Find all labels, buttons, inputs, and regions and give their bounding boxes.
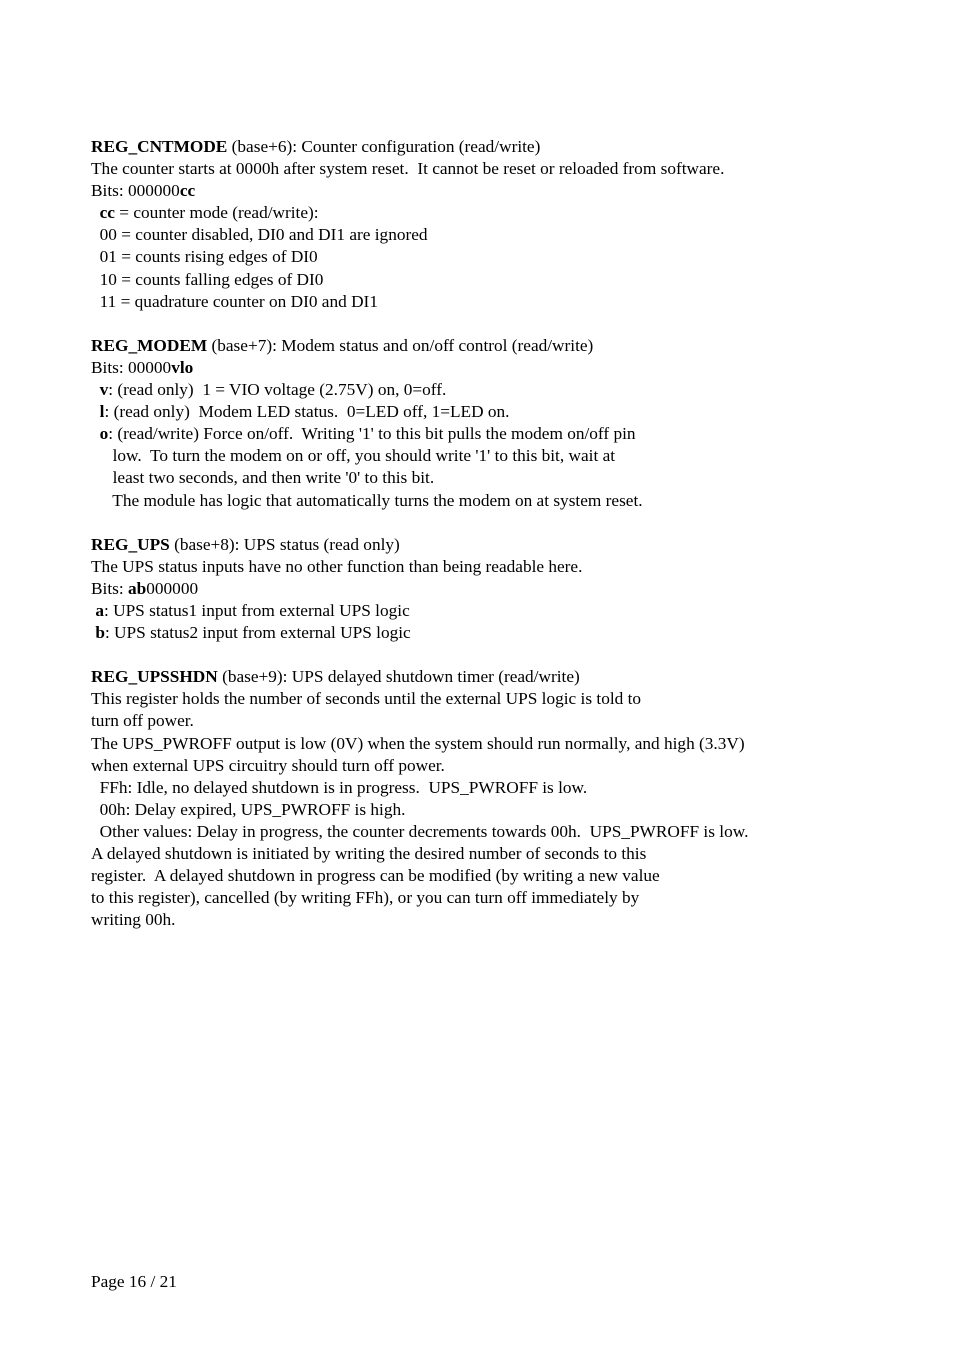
bits-line: Bits: ab000000	[91, 578, 199, 598]
bits-bold: cc	[179, 181, 196, 201]
field-name: b	[91, 623, 105, 643]
section-heading-upsshdn	[91, 666, 871, 688]
paragraph-line: This register holds the number of seconds until the external UPS logic is told to	[91, 689, 642, 709]
register-name: REG_UPSSHDN	[91, 667, 218, 687]
section-heading-cntmode	[91, 136, 871, 158]
field-description: : (read/write) Force on/off. Writing '1' to this bit pulls the modem on/off pin	[108, 424, 636, 444]
value-line: 11 = quadrature counter on DI0 and DI1	[91, 291, 378, 311]
bits-bold: vlo	[171, 357, 194, 377]
bits-bold: ab	[127, 578, 147, 598]
register-description: (base+9): UPS delayed shutdown timer (read/write)	[217, 667, 580, 687]
bits-line: Bits: 000000cc	[91, 181, 196, 201]
field-line	[91, 622, 871, 644]
field-description: = counter mode (read/write):	[114, 203, 319, 223]
paragraph-line: register. A delayed shutdown in progress can be modified (by writing a new value	[91, 866, 660, 886]
field-name: cc	[91, 203, 115, 223]
paragraph-line: writing 00h.	[91, 910, 176, 930]
page-number: Page 16 / 21	[91, 1272, 177, 1291]
field-line	[91, 401, 871, 423]
section-heading-ups	[91, 534, 871, 556]
bits-line: Bits: 00000vlo	[91, 357, 194, 377]
continuation-line: low. To turn the modem on or off, you should write '1' to this bit, wait at	[91, 446, 616, 466]
section-heading-modem	[91, 335, 871, 357]
paragraph-line: The UPS_PWROFF output is low (0V) when the system should run normally, and high (3.3V)	[91, 733, 745, 753]
field-description: : UPS status2 input from external UPS logic	[104, 623, 411, 643]
paragraph-gap	[91, 644, 871, 666]
field-description: : UPS status1 input from external UPS logic	[103, 600, 410, 620]
paragraph-line: turn off power.	[91, 711, 194, 731]
paragraph-line: FFh: Idle, no delayed shutdown is in progress. UPS_PWROFF is low.	[91, 777, 588, 797]
value-line: 00 = counter disabled, DI0 and DI1 are ignored	[91, 225, 428, 245]
paragraph-line: to this register), cancelled (by writing FFh), or you can turn off immediately by	[91, 888, 640, 908]
paragraph-line: A delayed shutdown is initiated by writing the desired number of seconds to this	[91, 844, 647, 863]
register-description: (base+8): UPS status (read only)	[169, 534, 400, 554]
field-name: v	[91, 380, 109, 400]
register-name: REG_CNTMODE	[91, 137, 228, 156]
register-description: (base+6): Counter configuration (read/write)	[227, 137, 541, 156]
continuation-line: least two seconds, and then write '0' to this bit.	[91, 468, 435, 488]
field-name: a	[91, 600, 104, 620]
paragraph-gap	[91, 313, 871, 335]
field-description: : (read only) Modem LED status. 0=LED off, 1=LED on.	[104, 402, 510, 422]
field-name: l	[91, 402, 105, 422]
field-line	[91, 600, 871, 622]
field-line	[91, 202, 871, 224]
paragraph-line: 00h: Delay expired, UPS_PWROFF is high.	[91, 799, 406, 819]
value-line: 01 = counts rising edges of DI0	[91, 247, 318, 267]
field-line	[91, 423, 871, 445]
register-name: REG_UPS	[91, 534, 170, 554]
value-line: 10 = counts falling edges of DI0	[91, 269, 324, 289]
field-name: o	[91, 424, 109, 444]
paragraph-line: The counter starts at 0000h after system reset. It cannot be reset or reloaded from software.	[91, 159, 725, 179]
paragraph-line: when external UPS circuitry should turn off power.	[91, 755, 445, 775]
document-body	[91, 136, 871, 931]
paragraph-gap	[91, 512, 871, 534]
register-description: (base+7): Modem status and on/off control (read/write)	[207, 335, 594, 355]
continuation-line: The module has logic that automatically turns the modem on at system reset.	[91, 490, 643, 510]
field-description: : (read only) 1 = VIO voltage (2.75V) on, 0=off.	[108, 380, 447, 400]
field-line	[91, 379, 871, 401]
register-name: REG_MODEM	[91, 335, 208, 355]
paragraph-line: Other values: Delay in progress, the counter decrements towards 00h. UPS_PWROFF is low.	[91, 821, 749, 841]
paragraph-line: The UPS status inputs have no other function than being readable here.	[91, 556, 583, 576]
